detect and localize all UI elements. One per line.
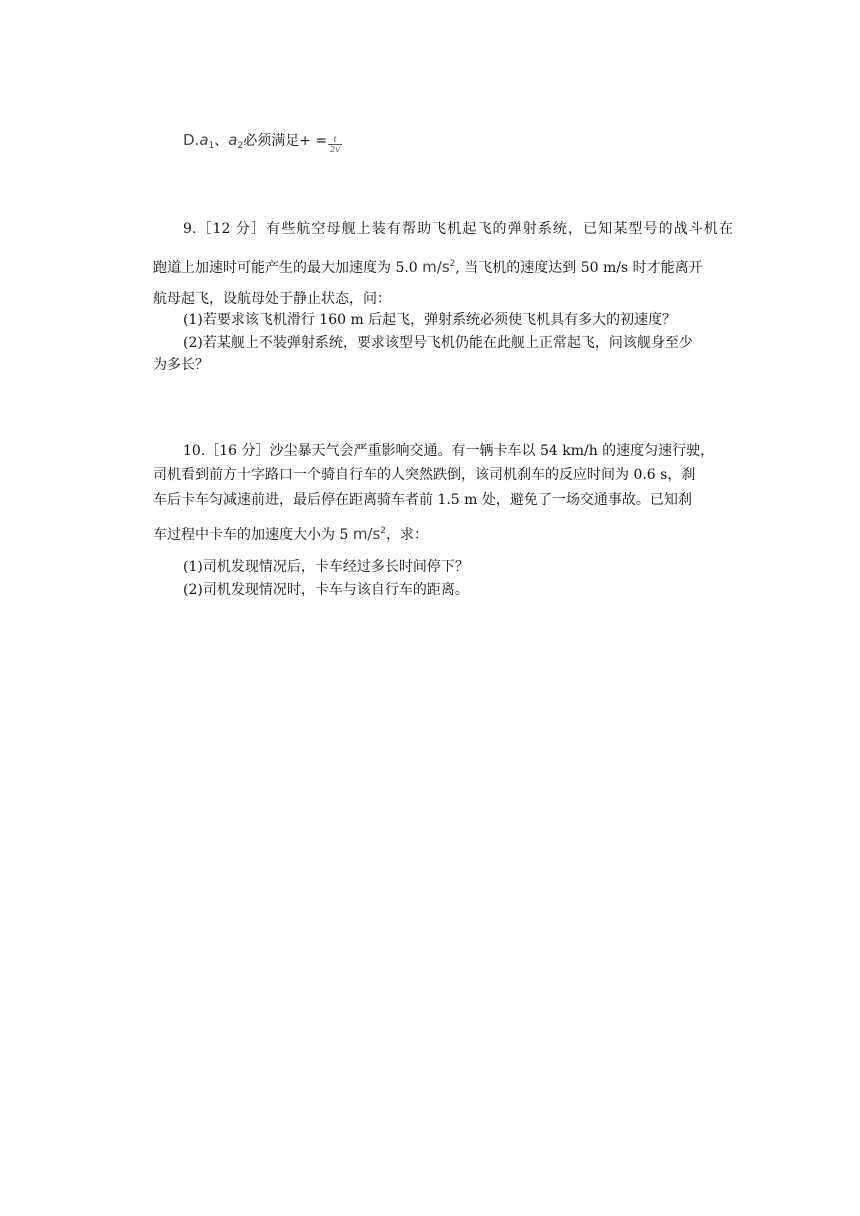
q9-sub-1: (1)若要求该飞机滑行 160 m 后起飞，弹射系统必须使飞机具有多大的初速度？ [183, 312, 677, 328]
q9-line-2b: , 当飞机的速度达到 50 m/s 时才能离开 [455, 260, 703, 276]
option-d-sep: 、 [214, 133, 229, 149]
q10-sub-2: (2)司机发现情况时，卡车与该自行车的距离。 [183, 582, 469, 598]
fraction-numerator: t [328, 135, 342, 145]
q9-unit [422, 258, 455, 276]
q9-line-1: 9.［12 分］有些航空母舰上装有帮助飞机起飞的弹射系统，已知某型号的战斗机在 [183, 221, 733, 237]
q10-line-2: 司机看到前方十字路口一个骑自行车的人突然跌倒，该司机刹车的反应时间为 0.6 s，刹 [153, 467, 696, 483]
option-d [183, 130, 733, 156]
option-d-text: 必须满足+ = [243, 133, 328, 149]
q9-sub-2a: (2)若某舰上不装弹射系统，要求该型号飞机仍能在此舰上正常起飞，问该舰身至少 [183, 335, 693, 351]
q10-line-4b: ，求： [386, 527, 429, 543]
q9-sub-2b: 为多长？ [153, 357, 209, 373]
q9-line-2 [153, 254, 733, 278]
q9-unit-text: m/s [422, 258, 450, 276]
q10-line-3: 车后卡车匀减速前进，最后停在距离骑车者前 1.5 m 处，避免了一场交通事故。已知刹 [153, 492, 692, 508]
q10-sub-1: (1)司机发现情况后，卡车经过多长时间停下？ [183, 559, 469, 575]
var-a1: a [199, 131, 209, 149]
q10-line-4a: 车过程中卡车的加速度大小为 5 [153, 527, 349, 543]
fraction-denominator: 2v [330, 145, 340, 154]
q10-line-4 [153, 521, 733, 545]
q9-unit-sup: 2 [449, 259, 456, 269]
option-d-prefix: D. [183, 131, 200, 149]
var-a2: a [228, 131, 238, 149]
q10-unit [353, 525, 386, 543]
option-d-formula [183, 131, 243, 149]
q9-line-2a: 跑道上加速时可能产生的最大加速度为 5.0 [153, 260, 418, 276]
fraction-t-over-2v [328, 135, 342, 154]
var-a2-sub: 2 [237, 141, 244, 151]
q10-unit-sup: 2 [380, 526, 387, 536]
var-a1-sub: 1 [208, 141, 215, 151]
q10-unit-text: m/s [352, 525, 381, 543]
q10-line-1: 10.［16 分］沙尘暴天气会严重影响交通。有一辆卡车以 54 km/h 的速度匀速行驶， [183, 443, 715, 459]
q9-line-3: 航母起飞，设航母处于静止状态，问： [153, 291, 391, 307]
